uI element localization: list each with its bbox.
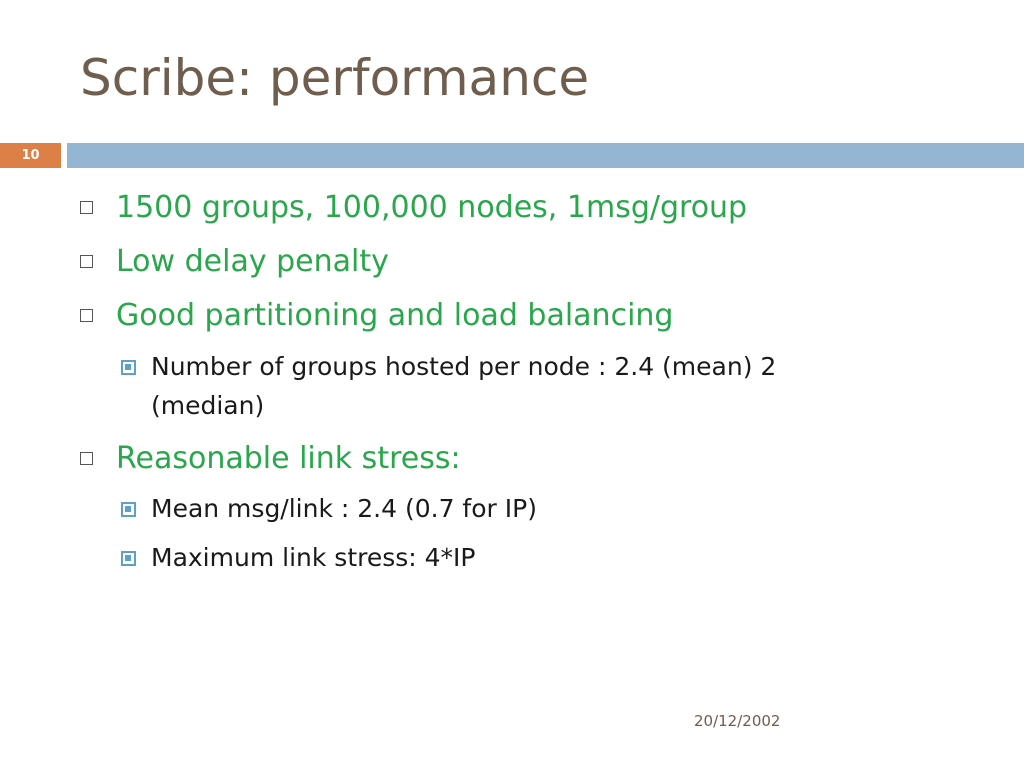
slide-title: Scribe: performance	[80, 49, 590, 107]
filled-square-bullet-icon	[121, 551, 136, 566]
hollow-square-bullet-icon	[80, 255, 93, 268]
sub-bullet-text: (median)	[151, 391, 265, 420]
hollow-square-bullet-icon	[80, 452, 93, 465]
filled-square-bullet-icon	[121, 502, 136, 517]
bullet-text: Low delay penalty	[116, 244, 389, 279]
footer-date: 20/12/2002	[694, 712, 781, 730]
bullet-text: Good partitioning and load balancing	[116, 298, 674, 333]
bullet-text: Reasonable link stress:	[116, 441, 461, 476]
hollow-square-bullet-icon	[80, 201, 93, 214]
filled-square-bullet-icon	[121, 360, 136, 375]
sub-bullet-text: Mean msg/link : 2.4 (0.7 for IP)	[151, 494, 537, 523]
bullet-text: 1500 groups, 100,000 nodes, 1msg/group	[116, 190, 748, 225]
sub-bullet-text: Maximum link stress: 4*IP	[151, 543, 476, 572]
sub-bullet-text: Number of groups hosted per node : 2.4 (mean) 2	[151, 352, 777, 381]
slide-number: 10	[0, 143, 61, 168]
hollow-square-bullet-icon	[80, 309, 93, 322]
